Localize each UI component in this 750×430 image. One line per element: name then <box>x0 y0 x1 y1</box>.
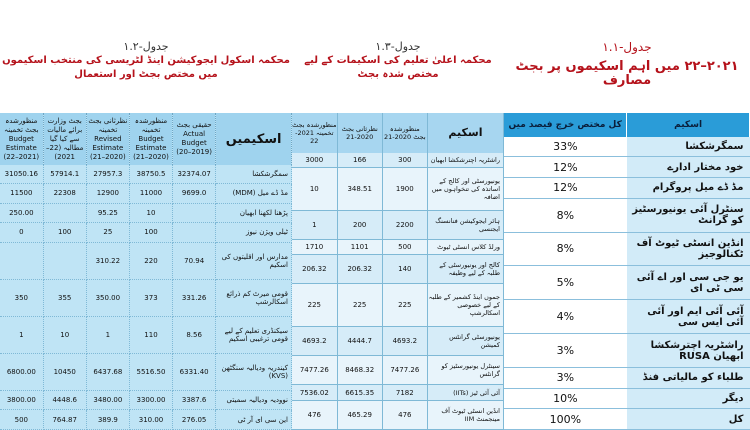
scheme-name: یو جی سی اور اے آئی سی ٹی ای <box>627 266 750 300</box>
table-row <box>292 210 504 239</box>
table2-title-block <box>292 0 504 112</box>
table-row <box>504 334 750 368</box>
scheme-name: ٹیلی ویژن نیوز <box>216 223 292 243</box>
table-row <box>504 368 750 389</box>
cell-re21: 310.22 <box>86 242 129 279</box>
scheme-name: انڈین انسٹی ٹیوٹ آف مینجمنٹ IIM <box>427 400 503 429</box>
cell-re21: 225 <box>337 284 382 327</box>
key-schemes-expenditure-table <box>504 113 750 430</box>
cell-actual <box>173 223 216 243</box>
cell-re21: 6615.35 <box>337 385 382 400</box>
col-header-percentage: کل مختص خرچ فیصد میں <box>504 113 627 137</box>
key-schemes-table-panel <box>504 113 750 430</box>
cell-demand <box>43 242 86 279</box>
table1-title-block <box>0 0 292 112</box>
cell-actual: 331.26 <box>173 279 216 316</box>
table-row <box>0 203 292 223</box>
cell-re21: 348.51 <box>337 168 382 211</box>
cell-be21: 11000 <box>129 184 172 204</box>
cell-be21: 110 <box>129 316 172 353</box>
col-header-be-2022: منظورشدہ بجٹ تخمینہ 2021-22 <box>292 113 337 153</box>
table3-subtitle: ۲۰۲۱–۲۲ میں اہم اسکیموں پر بجٹ مصارف <box>515 59 739 88</box>
scheme-name: پڑھنا لکھنا ابھیان <box>216 203 292 223</box>
cell-be21: 5516.50 <box>129 353 172 390</box>
cell-percentage: 3% <box>504 334 627 368</box>
cell-be22: 6800.00 <box>0 353 43 390</box>
col-header-be-2021: منظورشدہ بجٹ 2020-21 <box>382 113 427 153</box>
table-row <box>504 232 750 266</box>
table-row <box>292 400 504 429</box>
cell-actual: 70.94 <box>173 242 216 279</box>
table-row <box>292 385 504 400</box>
cell-be21: 140 <box>382 255 427 284</box>
cell-percentage: 10% <box>504 388 627 409</box>
cell-be22: 1 <box>0 316 43 353</box>
table-row <box>504 137 750 157</box>
cell-actual: 6331.40 <box>173 353 216 390</box>
cell-be22: 3000 <box>292 153 337 168</box>
table3-number: جدول-۱.۱ <box>602 40 652 54</box>
cell-re21: 1 <box>86 316 129 353</box>
table-row <box>0 184 292 204</box>
cell-be21: 7477.26 <box>382 356 427 385</box>
table-row <box>0 316 292 353</box>
cell-be22: 250.00 <box>0 203 43 223</box>
cell-be21: 300 <box>382 153 427 168</box>
cell-be22: 10 <box>292 168 337 211</box>
table-row <box>292 153 504 168</box>
col-header-re-2021: نظرثانی بجٹ 2020-21 <box>337 113 382 153</box>
table-row <box>0 242 292 279</box>
table-row <box>0 353 292 390</box>
table-row <box>292 168 504 211</box>
cell-be21: 373 <box>129 279 172 316</box>
cell-be21: 220 <box>129 242 172 279</box>
table-row <box>504 388 750 409</box>
cell-demand: 10450 <box>43 353 86 390</box>
scheme-name: دیگر <box>627 388 750 409</box>
higher-education-budget-table <box>292 113 504 430</box>
scheme-name: کالج اور یونیورسٹی کے طلبہ کے لیے وظیفہ <box>427 255 503 284</box>
scheme-name: قومی میرٹ کم ذرائع اسکالرشپ <box>216 279 292 316</box>
scheme-name: این سی ای آر ٹی <box>216 410 292 430</box>
col-header-scheme: اسکیمیں <box>216 113 292 165</box>
school-education-budget-table <box>0 113 292 430</box>
scheme-name: ورلڈ کلاس انسٹی ٹیوٹ <box>427 239 503 254</box>
cell-be22: 476 <box>292 400 337 429</box>
table1-subtitle: محکمہ اسکول ایجوکیشن اینڈ لٹریسی کی منتخب اسکیموں میں مختص بجٹ اور استعمال <box>2 55 290 80</box>
cell-be22: 4693.2 <box>292 327 337 356</box>
cell-actual: 9699.0 <box>173 184 216 204</box>
cell-be22: 11500 <box>0 184 43 204</box>
table-row <box>292 239 504 254</box>
cell-be21: 1900 <box>382 168 427 211</box>
scheme-name: راشٹریہ اچترشکشا ابھیان RUSA <box>627 334 750 368</box>
scheme-name: سیکنڈری تعلیم کے لیے قومی ترغیبی اسکیم <box>216 316 292 353</box>
cell-percentage: 4% <box>504 300 627 334</box>
cell-demand: 57914.1 <box>43 165 86 184</box>
table2-number: جدول-۱.۳ <box>375 40 421 53</box>
scheme-name: مدارس اور اقلیتوں کی اسکیم <box>216 242 292 279</box>
cell-percentage: 12% <box>504 178 627 199</box>
cell-re21: 200 <box>337 210 382 239</box>
cell-percentage: 100% <box>504 409 627 430</box>
cell-percentage: 33% <box>504 137 627 157</box>
cell-percentage: 5% <box>504 266 627 300</box>
scheme-name: جموں اینڈ کشمیر کے طلبہ کے لیے خصوصی اسکالرشپ <box>427 284 503 327</box>
cell-re21: 350.00 <box>86 279 129 316</box>
cell-demand: 4448.6 <box>43 390 86 410</box>
cell-demand: 10 <box>43 316 86 353</box>
cell-re21: 25 <box>86 223 129 243</box>
cell-be22: 7536.02 <box>292 385 337 400</box>
cell-be21: 38750.5 <box>129 165 172 184</box>
cell-re21: 389.9 <box>86 410 129 430</box>
scheme-name: آئی آئی ٹیز (IITs) <box>427 385 503 400</box>
col-header-actual: حقیقی بجٹ Actual Budget (20–2019) <box>173 113 216 165</box>
cell-demand: 100 <box>43 223 86 243</box>
table-row <box>0 165 292 184</box>
cell-demand: 355 <box>43 279 86 316</box>
scheme-name: خود مختار ادارے <box>627 157 750 178</box>
scheme-name: سمگرشکشا <box>216 165 292 184</box>
cell-re21: 465.29 <box>337 400 382 429</box>
school-education-table-panel <box>0 113 292 430</box>
cell-be21: 500 <box>382 239 427 254</box>
cell-be21: 2200 <box>382 210 427 239</box>
table-row <box>0 279 292 316</box>
scheme-name: سینٹرل یونیورسٹیز کو گرانٹس <box>427 356 503 385</box>
table-row <box>0 223 292 243</box>
table3-title-block <box>504 0 750 112</box>
cell-be22: 206.32 <box>292 255 337 284</box>
table-row <box>292 356 504 385</box>
table-row <box>0 410 292 430</box>
cell-re21: 8468.32 <box>337 356 382 385</box>
table-row <box>292 284 504 327</box>
cell-be22: 0 <box>0 223 43 243</box>
cell-be21: 476 <box>382 400 427 429</box>
table-row <box>504 300 750 334</box>
scheme-name: نوودیہ ودیالیہ سمیتی <box>216 390 292 410</box>
scheme-name: سنٹرل آئی یونیورسٹیز کو گرانٹ <box>627 198 750 232</box>
cell-re21: 12900 <box>86 184 129 204</box>
cell-re21: 6437.68 <box>86 353 129 390</box>
cell-be21: 10 <box>129 203 172 223</box>
scheme-name: یونیورسٹی اور کالج کے اساتذہ کی تنخواہوں میں اضافہ <box>427 168 503 211</box>
cell-percentage: 8% <box>504 232 627 266</box>
table-row <box>292 327 504 356</box>
col-header-scheme: اسکیم <box>627 113 750 137</box>
cell-be22: 3800.00 <box>0 390 43 410</box>
cell-be22: 350 <box>0 279 43 316</box>
scheme-name: انڈین انسٹی ٹیوٹ آف ٹکنالوجیز <box>627 232 750 266</box>
cell-re21: 3480.00 <box>86 390 129 410</box>
cell-re21: 27957.3 <box>86 165 129 184</box>
cell-actual <box>173 203 216 223</box>
cell-be22: 225 <box>292 284 337 327</box>
cell-re21: 206.32 <box>337 255 382 284</box>
cell-actual: 32374.07 <box>173 165 216 184</box>
table-row <box>504 198 750 232</box>
table-row <box>504 157 750 178</box>
col-header-scheme: اسکیم <box>427 113 503 153</box>
cell-re21: 4444.7 <box>337 327 382 356</box>
col-header-demand: بجٹ وزارت برائے مالیات سے کیا گیا مطالبہ (22–2021) <box>43 113 86 165</box>
col-header-re-2021: نظرثانی بجٹ تخمینہ Revised Estimate (21–2020) <box>86 113 129 165</box>
cell-be21: 7182 <box>382 385 427 400</box>
cell-re21: 95.25 <box>86 203 129 223</box>
scheme-name: کل <box>627 409 750 430</box>
cell-re21: 1101 <box>337 239 382 254</box>
scheme-name: ہائر ایجوکیشن فنانسنگ ایجنسی <box>427 210 503 239</box>
cell-be22: 1 <box>292 210 337 239</box>
col-header-be-2022: منظورشدہ بجٹ تخمینہ Budget Estimate (22–2021) <box>0 113 43 165</box>
cell-actual: 3387.6 <box>173 390 216 410</box>
scheme-name: طلباء کو مالیاتی فنڈ <box>627 368 750 389</box>
scheme-name: سمگرشکشا <box>627 137 750 157</box>
cell-be21: 4693.2 <box>382 327 427 356</box>
cell-demand <box>43 203 86 223</box>
cell-re21: 166 <box>337 153 382 168</box>
higher-education-table-panel <box>292 113 504 430</box>
table-row <box>0 390 292 410</box>
cell-percentage: 12% <box>504 157 627 178</box>
scheme-name: کیندریہ ودیالیہ سنگٹھن (KVS) <box>216 353 292 390</box>
scheme-name: یونیورسٹی گرانٹس کمیشن <box>427 327 503 356</box>
scheme-name: راشٹریہ اچترشکشا ابھیان <box>427 153 503 168</box>
table-row <box>504 266 750 300</box>
table-row <box>292 255 504 284</box>
cell-be22 <box>0 242 43 279</box>
cell-actual: 8.56 <box>173 316 216 353</box>
cell-actual: 276.05 <box>173 410 216 430</box>
col-header-be-2021: منظورشدہ تخمینہ Budget Estimate (21–2020) <box>129 113 172 165</box>
cell-be22: 31050.16 <box>0 165 43 184</box>
cell-percentage: 8% <box>504 198 627 232</box>
table1-number: جدول-۱.۲ <box>123 40 169 53</box>
scheme-name: مڈ ڈے میل (MDM) <box>216 184 292 204</box>
total-row <box>504 409 750 430</box>
cell-demand: 764.87 <box>43 410 86 430</box>
table-row <box>504 178 750 199</box>
cell-be21: 100 <box>129 223 172 243</box>
cell-be22: 7477.26 <box>292 356 337 385</box>
cell-be22: 1710 <box>292 239 337 254</box>
cell-be21: 225 <box>382 284 427 327</box>
cell-be21: 310.00 <box>129 410 172 430</box>
scheme-name: مڈ ڈے میل پروگرام <box>627 178 750 199</box>
cell-percentage: 3% <box>504 368 627 389</box>
cell-be22: 500 <box>0 410 43 430</box>
cell-demand: 22308 <box>43 184 86 204</box>
table2-subtitle: محکمہ اعلیٰ تعلیم کی اسکیمات کے لیے مختص شدہ بجٹ <box>304 55 492 80</box>
cell-be21: 3300.00 <box>129 390 172 410</box>
scheme-name: آئی آئی ایم اور آئی آئی ایس سی <box>627 300 750 334</box>
